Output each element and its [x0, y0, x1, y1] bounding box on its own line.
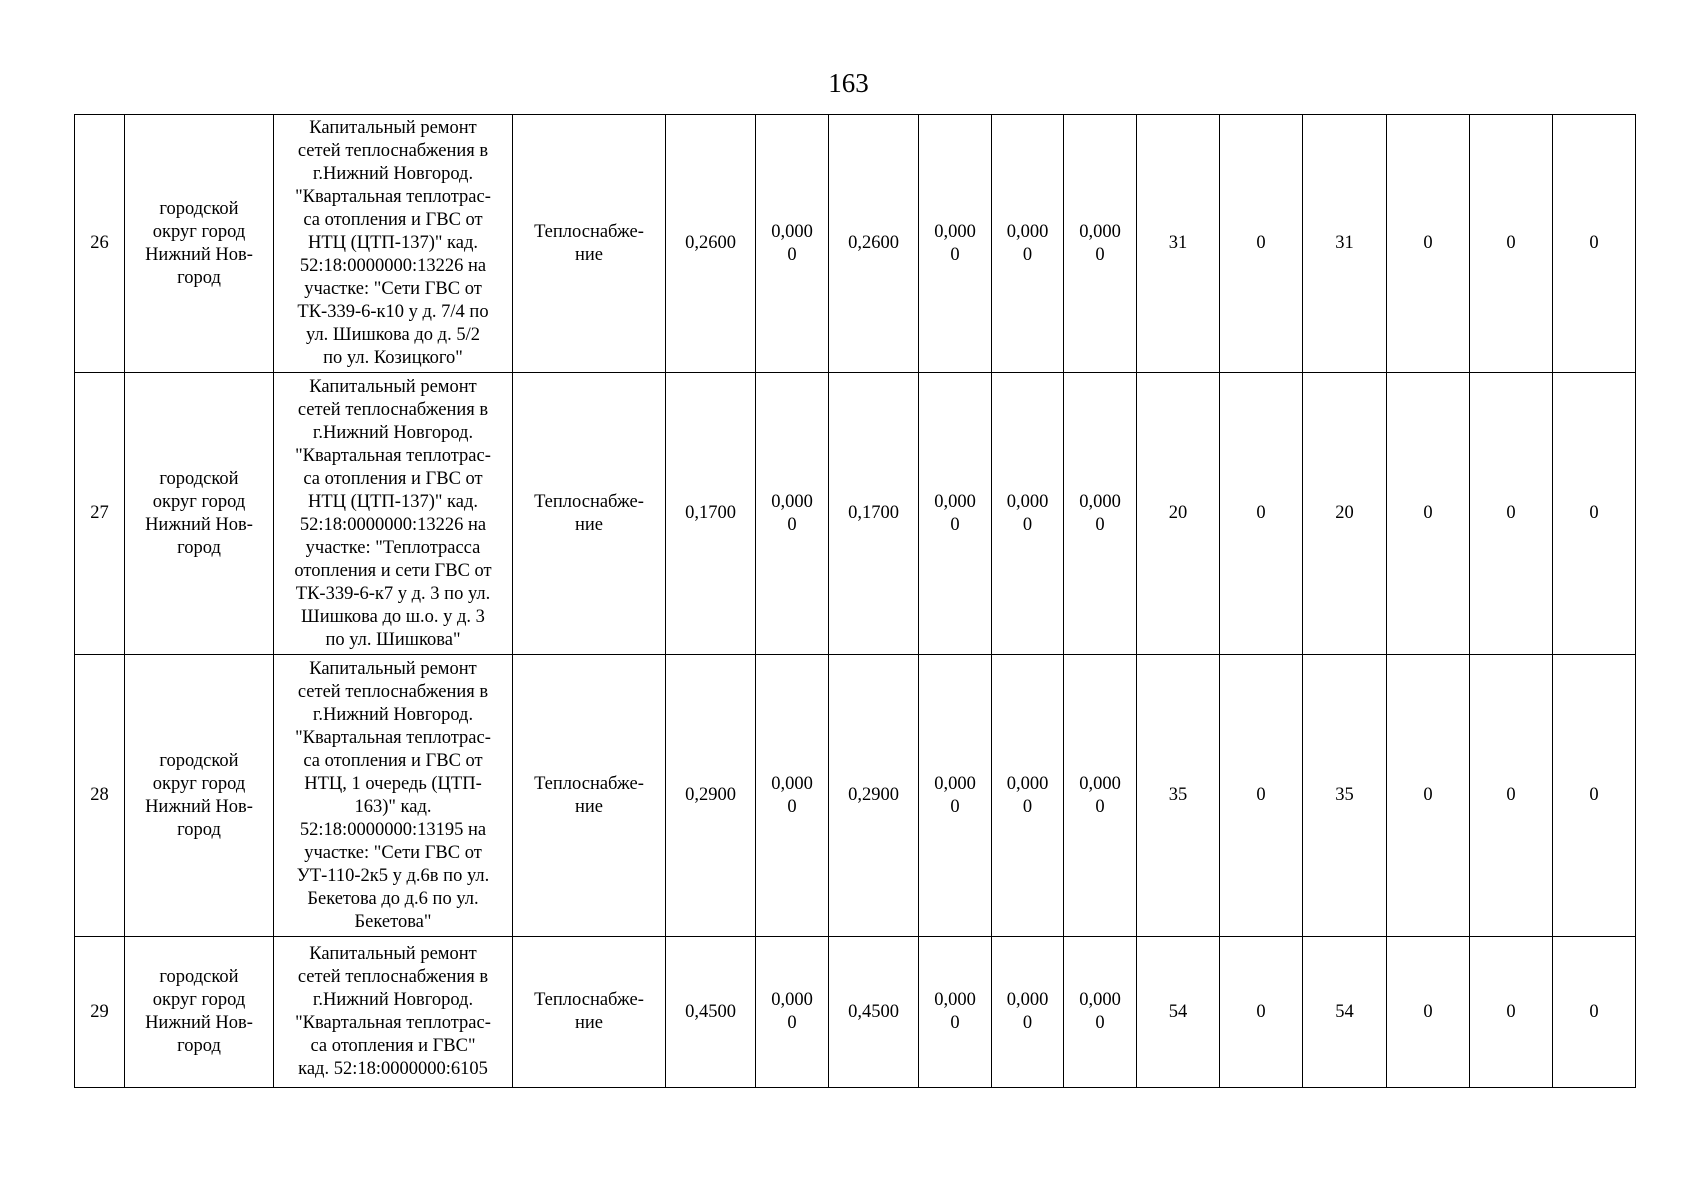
cell-text: 54	[1168, 1001, 1188, 1022]
cell-line: 52:18:0000000:13226 на	[299, 256, 487, 276]
supply-type-cell	[513, 115, 666, 373]
cell-line: 0,000	[771, 773, 813, 794]
value-cell-v4	[919, 373, 992, 655]
table-row	[75, 937, 1636, 1088]
value-cell-v2	[756, 937, 829, 1088]
cell-line: по ул. Козицкого"	[323, 348, 463, 368]
value-cell-v11	[1470, 655, 1553, 937]
value-cell-v9	[1303, 373, 1387, 655]
cell-line: ние	[574, 796, 603, 817]
value-cell-v2	[756, 373, 829, 655]
cell-line: 0,000	[934, 990, 976, 1010]
value-cell-v1	[666, 373, 756, 655]
cell-line: г.Нижний Новгород.	[312, 704, 474, 725]
cell-text: 35	[1168, 785, 1188, 805]
cell-line: городской	[159, 198, 239, 219]
value-cell-v6	[1064, 937, 1137, 1088]
cell-line: 0,000	[1079, 221, 1121, 242]
cell-line: 0	[1022, 796, 1033, 817]
cell-text: 0	[1506, 233, 1516, 253]
value-cell-v11	[1470, 373, 1553, 655]
value-cell-v3	[829, 373, 919, 655]
value-cell-v5	[992, 115, 1064, 373]
cell-line: 0,000	[771, 990, 813, 1010]
cell-line: кад. 52:18:0000000:6105	[298, 1059, 488, 1079]
cell-line: г.Нижний Новгород.	[312, 422, 474, 443]
value-cell-v7	[1137, 115, 1220, 373]
cell-text: 31	[1168, 233, 1188, 253]
value-cell-v2	[756, 115, 829, 373]
cell-text: 0,1700	[848, 503, 899, 523]
cell-line: 52:18:0000000:13195 на	[299, 819, 487, 840]
value-cell-v1	[666, 115, 756, 373]
value-cell-v4	[919, 937, 992, 1088]
cell-line: г.Нижний Новгород.	[312, 990, 474, 1010]
cell-line: Капитальный ремонт	[309, 376, 477, 397]
table-row	[75, 115, 1636, 373]
cell-line: са отопления и ГВС от	[303, 468, 483, 489]
row-number-cell	[75, 937, 125, 1088]
municipality-cell	[125, 373, 274, 655]
value-cell-v10	[1387, 373, 1470, 655]
value-cell-v5	[992, 937, 1064, 1088]
value-cell-v12	[1553, 373, 1636, 655]
cell-line: участке: "Сети ГВС от	[304, 842, 482, 863]
cell-line: Нижний Нов-	[145, 796, 253, 817]
cell-line: участке: "Сети ГВС от	[304, 279, 482, 299]
description-cell	[274, 115, 513, 373]
cell-line: 0,000	[771, 491, 813, 512]
value-cell-v11	[1470, 115, 1553, 373]
cell-text: 0,2900	[848, 785, 899, 805]
cell-line: УТ-110-2к5 у д.6в по ул.	[296, 865, 490, 886]
cell-text: 0	[1423, 233, 1433, 253]
cell-text: 0,4500	[848, 1001, 899, 1022]
cell-text: 0	[1589, 503, 1599, 523]
cell-text: 0,2600	[848, 233, 899, 253]
cell-line: 0	[1095, 244, 1105, 265]
cell-line: 0	[950, 244, 960, 265]
cell-line: ние	[574, 244, 603, 265]
cell-line: город	[177, 1036, 221, 1056]
cell-line: са отопления и ГВС от	[303, 750, 483, 771]
cell-text: 0,2600	[685, 233, 736, 253]
page-number: 163	[828, 68, 869, 98]
cell-line: 0,000	[934, 773, 976, 794]
cell-text: 29	[90, 1001, 109, 1022]
value-cell-v6	[1064, 373, 1137, 655]
cell-text: 27	[90, 503, 109, 523]
cell-line: 0	[787, 514, 797, 535]
cell-line: ул. Шишкова до д. 5/2	[306, 325, 480, 345]
cell-line: 0	[1022, 514, 1033, 535]
cell-line: Теплоснабже-	[534, 990, 644, 1010]
value-cell-v3	[829, 655, 919, 937]
cell-line: Нижний Нов-	[145, 244, 253, 265]
cell-line: са отопления и ГВС"	[310, 1036, 476, 1056]
value-cell-v5	[992, 655, 1064, 937]
value-cell-v9	[1303, 937, 1387, 1088]
cell-line: 0,000	[1006, 221, 1049, 242]
value-cell-v6	[1064, 115, 1137, 373]
cell-line: Нижний Нов-	[145, 1013, 253, 1033]
cell-text: 20	[1168, 503, 1188, 523]
value-cell-v1	[666, 937, 756, 1088]
cell-text: 0	[1256, 785, 1266, 805]
value-cell-v2	[756, 655, 829, 937]
cell-text: 0	[1423, 1001, 1433, 1022]
value-cell-v8	[1220, 373, 1303, 655]
cell-line: "Квартальная теплотрас-	[295, 445, 491, 466]
supply-type-cell	[513, 373, 666, 655]
cell-text: 0	[1423, 785, 1433, 805]
cell-line: 0	[787, 1013, 797, 1033]
value-cell-v12	[1553, 115, 1636, 373]
cell-line: 0	[1095, 514, 1105, 535]
cell-line: 0,000	[1006, 773, 1049, 794]
cell-line: ние	[574, 514, 603, 535]
cell-line: 0	[787, 796, 797, 817]
cell-line: округ город	[152, 990, 246, 1010]
cell-text: 0	[1506, 1001, 1516, 1022]
description-cell	[274, 655, 513, 937]
cell-line: 0	[787, 244, 797, 265]
cell-line: Теплоснабже-	[534, 491, 644, 512]
cell-line: городской	[159, 468, 239, 489]
cell-line: 0,000	[934, 221, 976, 242]
value-cell-v9	[1303, 115, 1387, 373]
cell-text: 0	[1256, 233, 1266, 253]
cell-text: 0	[1256, 1001, 1266, 1022]
value-cell-v1	[666, 655, 756, 937]
cell-text: 0	[1589, 1001, 1599, 1022]
cell-line: Бекетова"	[354, 911, 432, 932]
cell-line: Нижний Нов-	[145, 514, 253, 535]
cell-line: 0,000	[1079, 773, 1121, 794]
value-cell-v8	[1220, 115, 1303, 373]
cell-text: 0,1700	[685, 503, 736, 523]
cell-line: са отопления и ГВС от	[303, 210, 483, 230]
value-cell-v10	[1387, 655, 1470, 937]
value-cell-v3	[829, 937, 919, 1088]
cell-line: 0	[1095, 1013, 1105, 1033]
value-cell-v10	[1387, 115, 1470, 373]
cell-line: 0,000	[1079, 491, 1121, 512]
value-cell-v9	[1303, 655, 1387, 937]
cell-text: 26	[90, 233, 109, 253]
value-cell-v4	[919, 655, 992, 937]
cell-line: Теплоснабже-	[534, 773, 644, 794]
cell-line: 0	[1022, 1013, 1033, 1033]
cell-text: 31	[1335, 233, 1354, 253]
value-cell-v7	[1137, 937, 1220, 1088]
cell-line: Капитальный ремонт	[309, 944, 477, 964]
cell-line: городской	[159, 967, 239, 987]
table-row	[75, 373, 1636, 655]
cell-line: Шишкова до ш.о. у д. 3	[301, 606, 485, 627]
value-cell-v6	[1064, 655, 1137, 937]
cell-line: 0	[950, 514, 960, 535]
supply-type-cell	[513, 937, 666, 1088]
cell-line: Теплоснабже-	[534, 221, 644, 242]
supply-type-cell	[513, 655, 666, 937]
value-cell-v11	[1470, 937, 1553, 1088]
table-row	[75, 655, 1636, 937]
cell-line: сетей теплоснабжения в	[297, 399, 489, 420]
cell-text: 0	[1589, 233, 1599, 253]
value-cell-v12	[1553, 655, 1636, 937]
municipality-cell	[125, 937, 274, 1088]
value-cell-v4	[919, 115, 992, 373]
cell-line: НТЦ, 1 очередь (ЦТП-	[304, 773, 482, 794]
cell-text: 0	[1506, 503, 1516, 523]
cell-text: 0	[1423, 503, 1433, 523]
municipality-cell	[125, 655, 274, 937]
municipality-cell	[125, 115, 274, 373]
cell-line: 52:18:0000000:13226 на	[299, 514, 487, 535]
cell-text: 35	[1335, 785, 1354, 805]
value-cell-v3	[829, 115, 919, 373]
cell-line: город	[177, 537, 221, 558]
cell-line: округ город	[152, 221, 246, 242]
cell-line: сетей теплоснабжения в	[297, 967, 489, 987]
cell-line: 0,000	[771, 221, 813, 242]
cell-line: 0	[950, 796, 960, 817]
cell-line: Капитальный ремонт	[309, 658, 477, 679]
cell-text: 54	[1335, 1001, 1354, 1022]
cell-line: 0,000	[1006, 491, 1049, 512]
value-cell-v10	[1387, 937, 1470, 1088]
cell-line: НТЦ (ЦТП-137)" кад.	[307, 233, 479, 253]
row-number-cell	[75, 373, 125, 655]
cell-line: округ город	[152, 491, 246, 512]
cell-line: "Квартальная теплотрас-	[295, 727, 491, 748]
cell-line: 0,000	[934, 491, 976, 512]
row-number-cell	[75, 115, 125, 373]
cell-text: 0	[1506, 785, 1516, 805]
cell-line: ТК-339-6-к7 у д. 3 по ул.	[295, 583, 491, 604]
cell-line: ние	[574, 1013, 603, 1033]
cell-line: 0	[1022, 244, 1033, 265]
cell-line: "Квартальная теплотрас-	[295, 1013, 491, 1033]
cell-line: 0,000	[1006, 990, 1049, 1010]
cell-text: 0,4500	[685, 1001, 736, 1022]
cell-text: 20	[1335, 503, 1354, 523]
cell-line: участке: "Теплотрасса	[305, 537, 481, 558]
description-cell	[274, 373, 513, 655]
value-cell-v8	[1220, 937, 1303, 1088]
value-cell-v12	[1553, 937, 1636, 1088]
value-cell-v8	[1220, 655, 1303, 937]
cell-line: округ город	[152, 773, 246, 794]
cell-line: отопления и сети ГВС от	[294, 560, 492, 581]
value-cell-v7	[1137, 655, 1220, 937]
cell-line: город	[177, 267, 221, 288]
cell-text: 0	[1256, 503, 1266, 523]
cell-line: Капитальный ремонт	[309, 118, 477, 138]
row-number-cell	[75, 655, 125, 937]
cell-line: ТК-339-6-к10 у д. 7/4 по	[297, 302, 489, 322]
cell-line: сетей теплоснабжения в	[297, 681, 489, 702]
cell-line: "Квартальная теплотрас-	[295, 187, 491, 207]
value-cell-v5	[992, 373, 1064, 655]
cell-line: 0	[950, 1013, 960, 1033]
cell-text: 0	[1589, 785, 1599, 805]
description-cell	[274, 937, 513, 1088]
cell-line: город	[177, 819, 221, 840]
cell-line: городской	[159, 750, 239, 771]
cell-line: 0	[1095, 796, 1105, 817]
cell-text: 0,2900	[685, 785, 736, 805]
cell-line: по ул. Шишкова"	[325, 629, 461, 650]
cell-line: 163)" кад.	[354, 796, 432, 817]
cell-line: сетей теплоснабжения в	[297, 141, 489, 161]
cell-text: 28	[90, 785, 109, 805]
investment-table	[74, 114, 1636, 1088]
cell-line: НТЦ (ЦТП-137)" кад.	[307, 491, 479, 512]
cell-line: г.Нижний Новгород.	[312, 164, 474, 184]
cell-line: Бекетова до д.6 по ул.	[307, 888, 479, 909]
cell-line: 0,000	[1079, 990, 1121, 1010]
value-cell-v7	[1137, 373, 1220, 655]
